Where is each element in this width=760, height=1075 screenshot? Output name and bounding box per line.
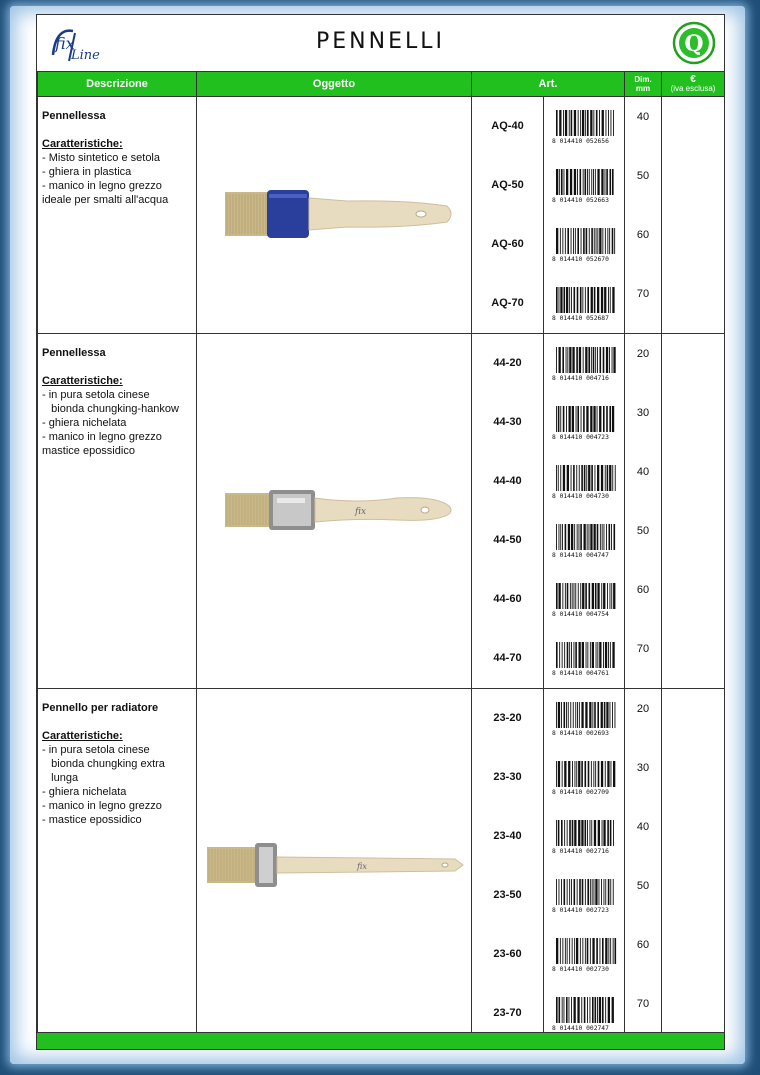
svg-text:8 014410 052687: 8 014410 052687 <box>552 314 609 322</box>
barcode-icon <box>551 168 617 204</box>
art-code: AQ-70 <box>491 297 524 309</box>
svg-text:8 014410 002730: 8 014410 002730 <box>552 965 609 973</box>
dimension-value: 20 <box>636 348 650 360</box>
barcode-icon <box>551 641 617 677</box>
features-title: Caratteristiche: <box>42 375 123 387</box>
art-code: 44-20 <box>493 357 522 369</box>
barcode <box>544 629 624 688</box>
dimension-value: 50 <box>636 170 650 182</box>
product-description <box>38 334 197 689</box>
dimension-value: 30 <box>636 407 650 419</box>
price-cell <box>662 97 725 334</box>
brush-blue-ferrule-image <box>197 154 472 274</box>
product-image-cell <box>197 689 472 1044</box>
barcode <box>544 274 624 333</box>
svg-text:8 014410 002723: 8 014410 002723 <box>552 906 609 914</box>
quality-q-icon <box>672 21 716 65</box>
svg-text:Line: Line <box>71 48 100 63</box>
feature-line: - ghiera in plastica <box>42 166 132 178</box>
barcode <box>544 866 624 925</box>
col-descrizione: Descrizione <box>38 72 197 97</box>
svg-text:fix: fix <box>55 34 75 53</box>
svg-text:8 014410 004747: 8 014410 004747 <box>552 551 609 559</box>
svg-text:8 014410 004761: 8 014410 004761 <box>552 669 609 677</box>
price-cell <box>662 689 725 1044</box>
barcode <box>544 748 624 807</box>
svg-text:fix: fix <box>357 861 367 871</box>
product-description <box>38 689 197 1044</box>
product-row <box>38 97 725 334</box>
dimension-value: 60 <box>636 584 650 596</box>
radiator-brush-image <box>197 805 472 925</box>
feature-line: - manico in legno grezzo <box>42 800 162 812</box>
art-code: AQ-40 <box>491 120 524 132</box>
dimension-value: 50 <box>636 880 650 892</box>
barcode-icon <box>551 878 617 914</box>
svg-text:8 014410 002747: 8 014410 002747 <box>552 1024 609 1032</box>
features-title: Caratteristiche: <box>42 730 123 742</box>
dimensions <box>625 689 662 1044</box>
art-code: AQ-50 <box>491 179 524 191</box>
product-row <box>38 689 725 1044</box>
barcode-icon <box>551 760 617 796</box>
art-codes <box>472 97 544 334</box>
barcode-icon <box>551 405 617 441</box>
footer-bar <box>37 1032 724 1049</box>
barcode <box>544 511 624 570</box>
barcode <box>544 97 624 156</box>
dimensions <box>625 97 662 334</box>
art-code: 44-30 <box>493 416 522 428</box>
col-art: Art. <box>472 72 625 97</box>
dimensions <box>625 334 662 689</box>
svg-text:8 014410 002716: 8 014410 002716 <box>552 847 609 855</box>
art-code: 44-50 <box>493 534 522 546</box>
dimension-value: 30 <box>636 762 650 774</box>
art-code: 23-60 <box>493 948 522 960</box>
dimension-value: 40 <box>636 111 650 123</box>
feature-line: - ghiera nichelata <box>42 786 127 798</box>
barcodes <box>544 689 625 1044</box>
barcodes <box>544 97 625 334</box>
barcode <box>544 689 624 748</box>
art-codes <box>472 334 544 689</box>
barcode <box>544 452 624 511</box>
art-code: 23-20 <box>493 712 522 724</box>
barcode-icon <box>551 464 617 500</box>
feature-line: - manico in legno grezzo <box>42 431 162 443</box>
feature-line: lunga <box>42 772 79 784</box>
dimension-value: 70 <box>636 998 650 1010</box>
product-image-cell <box>197 97 472 334</box>
barcode-icon <box>551 286 617 322</box>
art-code: 23-40 <box>493 830 522 842</box>
dimension-value: 70 <box>636 288 650 300</box>
col-price: € (iva esclusa) <box>662 72 725 97</box>
features-title: Caratteristiche: <box>42 138 123 150</box>
svg-text:8 014410 002693: 8 014410 002693 <box>552 729 609 737</box>
table-header-row <box>38 72 725 97</box>
barcode <box>544 334 624 393</box>
feature-line: - mastice epossidico <box>42 814 142 826</box>
barcode <box>544 807 624 866</box>
product-description <box>38 97 197 334</box>
svg-text:8 014410 004754: 8 014410 004754 <box>552 610 609 618</box>
svg-text:8 014410 004730: 8 014410 004730 <box>552 492 609 500</box>
page-title: PENNELLI <box>316 29 445 54</box>
price-cell <box>662 334 725 689</box>
dimension-value: 40 <box>636 466 650 478</box>
art-codes <box>472 689 544 1044</box>
art-code: 44-40 <box>493 475 522 487</box>
svg-text:fix: fix <box>355 506 367 517</box>
barcode-icon <box>551 227 617 263</box>
art-code: 23-70 <box>493 1007 522 1019</box>
feature-line: - manico in legno grezzo <box>42 180 162 192</box>
art-code: AQ-60 <box>491 238 524 250</box>
svg-text:8 014410 052656: 8 014410 052656 <box>552 137 609 145</box>
dimension-value: 40 <box>636 821 650 833</box>
feature-line: - Misto sintetico e setola <box>42 152 160 164</box>
catalog-sheet <box>36 14 725 1050</box>
feature-line: mastice epossidico <box>42 445 135 457</box>
product-name: Pennellessa <box>42 347 106 359</box>
art-code: 23-30 <box>493 771 522 783</box>
art-code: 44-60 <box>493 593 522 605</box>
art-code: 23-50 <box>493 889 522 901</box>
art-code: 44-70 <box>493 652 522 664</box>
dimension-value: 20 <box>636 703 650 715</box>
dimension-value: 70 <box>636 643 650 655</box>
col-dim: Dim. mm <box>625 72 662 97</box>
barcode-icon <box>551 996 617 1032</box>
product-image-cell <box>197 334 472 689</box>
feature-line: - ghiera nichelata <box>42 417 127 429</box>
barcode <box>544 925 624 984</box>
svg-text:8 014410 004723: 8 014410 004723 <box>552 433 609 441</box>
feature-line: ideale per smalti all'acqua <box>42 194 169 206</box>
barcode-icon <box>551 582 617 618</box>
product-name: Pennello per radiatore <box>42 702 159 714</box>
dimension-value: 60 <box>636 939 650 951</box>
feature-line: - in pura setola cinese <box>42 389 150 401</box>
brush-nickel-ferrule-image <box>197 450 472 570</box>
dimension-value: 60 <box>636 229 650 241</box>
product-table <box>37 71 725 1044</box>
barcode <box>544 215 624 274</box>
barcode-icon <box>551 819 617 855</box>
feature-line: bionda chungking-hankow <box>42 403 179 415</box>
feature-line: bionda chungking extra <box>42 758 165 770</box>
svg-text:8 014410 004716: 8 014410 004716 <box>552 374 609 382</box>
barcode-icon <box>551 701 617 737</box>
barcode-icon <box>551 523 617 559</box>
dimension-value: 50 <box>636 525 650 537</box>
product-row <box>38 334 725 689</box>
svg-text:8 014410 002709: 8 014410 002709 <box>552 788 609 796</box>
svg-text:8 014410 052670: 8 014410 052670 <box>552 255 609 263</box>
product-name: Pennellessa <box>42 110 106 122</box>
barcode-icon <box>551 937 617 973</box>
barcode <box>544 393 624 452</box>
svg-text:Q: Q <box>684 31 704 57</box>
barcode-icon <box>551 109 617 145</box>
barcodes <box>544 334 625 689</box>
feature-line: - in pura setola cinese <box>42 744 150 756</box>
barcode <box>544 570 624 629</box>
barcode <box>544 156 624 215</box>
svg-text:8 014410 052663: 8 014410 052663 <box>552 196 609 204</box>
barcode-icon <box>551 346 617 382</box>
col-oggetto: Oggetto <box>197 72 472 97</box>
